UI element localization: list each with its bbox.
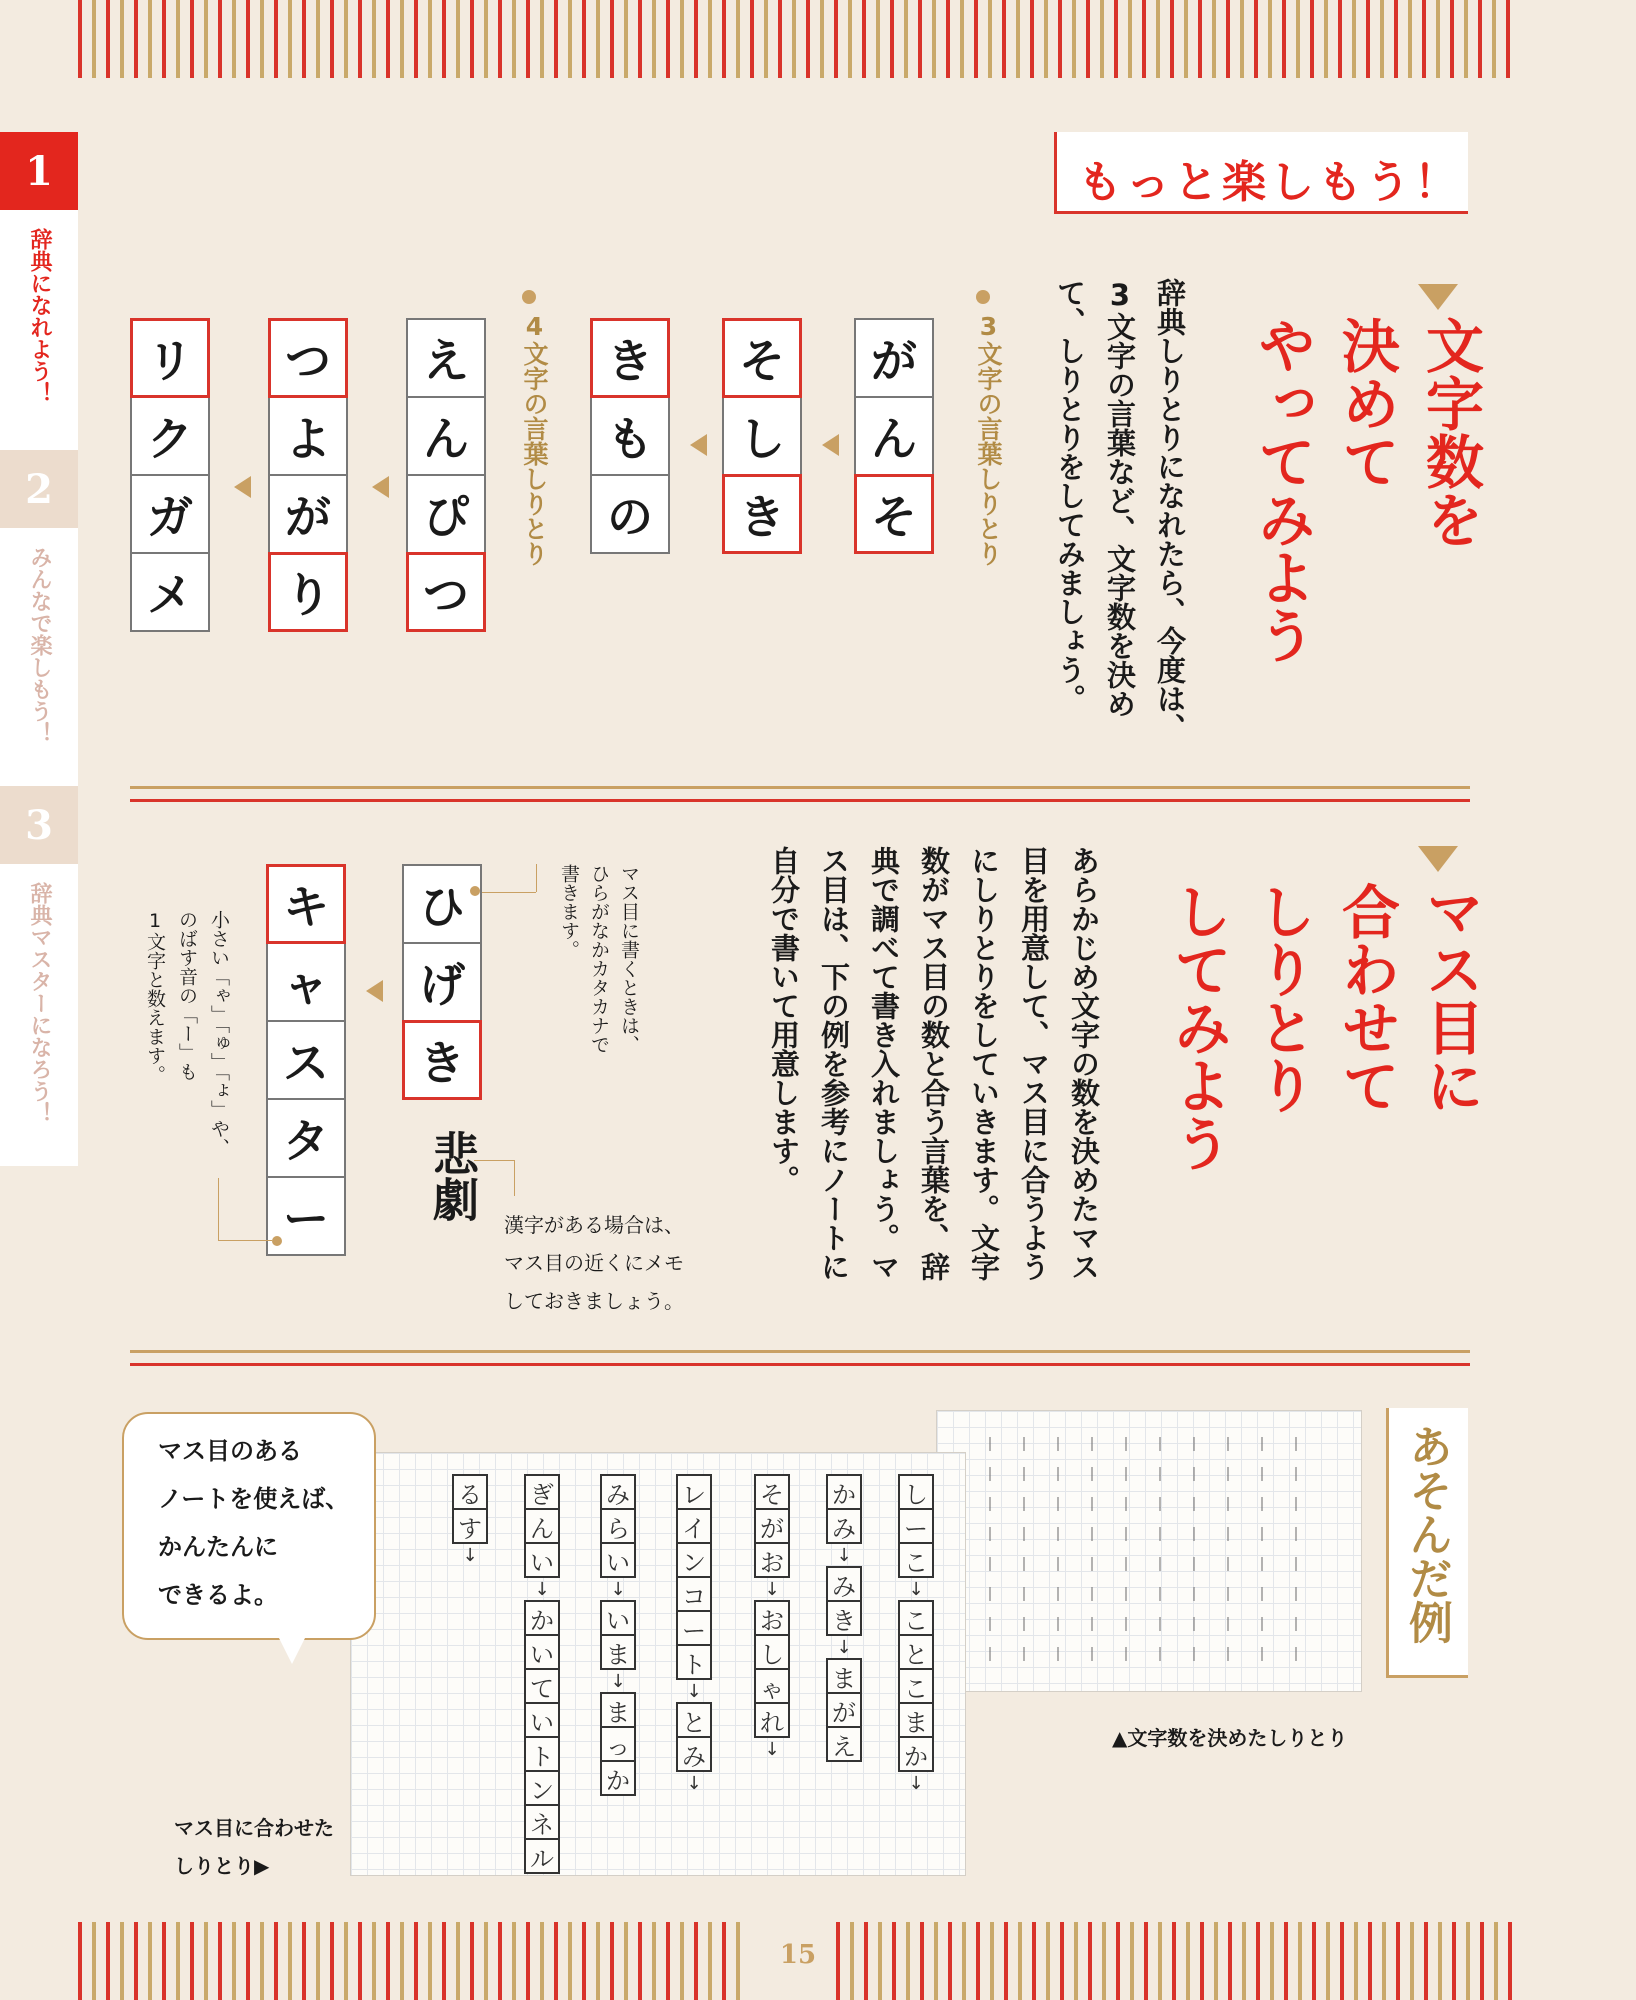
down-arrow-icon: ↓ [836, 1637, 852, 1658]
bullet-4moji [522, 290, 536, 304]
handwritten-char: か [898, 1736, 934, 1772]
word-enpitsu [406, 318, 486, 632]
handwriting-column [826, 1476, 862, 1762]
tab-chapter-1[interactable] [0, 132, 78, 450]
handwritten-char: と [898, 1634, 934, 1670]
handwritten-char: し [898, 1474, 934, 1510]
char-cell: き [402, 1020, 482, 1100]
banner-title: もっと楽しもう！ [1078, 157, 1462, 208]
note-kanji-line2: マス目の近くにメモ [504, 1251, 684, 1275]
handwritten-char: ン [524, 1770, 560, 1806]
handwritten-char: れ [754, 1702, 790, 1738]
leader-line [218, 1240, 272, 1241]
section2-body-line4: 数がマス目の数と合う言葉を、辞 [917, 846, 951, 1281]
bubble-tail [278, 1636, 306, 1664]
handwritten-char: ネ [524, 1804, 560, 1840]
char-cell: げ [402, 942, 482, 1022]
section2-heading-line2: 合わせて [1332, 882, 1400, 1114]
char-cell: き [722, 474, 802, 554]
caption-fixed-length: ▲文字数を決めたしりとり [1112, 1726, 1348, 1750]
section1-heading-line1: 文字数を [1416, 316, 1484, 548]
char-cell: が [268, 474, 348, 554]
down-arrow-icon: ↓ [462, 1545, 478, 1566]
handwritten-char: い [600, 1600, 636, 1636]
handwritten-char: ン [676, 1542, 712, 1578]
char-cell: ひ [402, 864, 482, 944]
handwriting-column [676, 1476, 712, 1796]
handwriting-column [754, 1476, 790, 1762]
note-small-line3: 1文字と数えます。 [144, 910, 166, 1084]
section1-heading-line2: 決めて [1332, 316, 1400, 490]
char-cell: も [590, 396, 670, 476]
arrow-left [822, 434, 839, 456]
down-arrow-icon: ↓ [534, 1579, 550, 1600]
leader-line [536, 864, 537, 892]
handwritten-char: そ [754, 1474, 790, 1510]
down-arrow-icon: ↓ [610, 1579, 626, 1600]
leader-line [474, 1160, 514, 1161]
tab-number: 1 [0, 132, 78, 210]
word-kyasutaa [266, 864, 346, 1256]
char-cell: ス [266, 1020, 346, 1100]
handwritten-char: こ [898, 1542, 934, 1578]
section2-body-line1: あらかじめ文字の数を決めたマス [1067, 846, 1101, 1281]
char-cell: ー [266, 1176, 346, 1256]
bottom-stripes-left [78, 1922, 750, 2000]
note-small-line1: 小さい「ゃ」「ゅ」「ょ」や、 [208, 910, 230, 1157]
handwritten-char: ト [676, 1644, 712, 1680]
word-soshiki [722, 318, 802, 554]
arrow-left [366, 980, 383, 1002]
leader-line [218, 1178, 219, 1240]
handwritten-char: ま [826, 1658, 862, 1694]
down-arrow-icon: ↓ [610, 1671, 626, 1692]
down-arrow-icon: ↓ [686, 1773, 702, 1794]
handwriting-column [452, 1476, 488, 1568]
down-arrow-icon: ↓ [908, 1579, 924, 1600]
handwritten-char: お [754, 1542, 790, 1578]
example-sheet-fixed-length [936, 1410, 1362, 1692]
kanji-memo: 悲劇 [426, 1130, 480, 1222]
tab-label: みんなで楽しもう！ [27, 546, 52, 744]
handwritten-char: か [600, 1760, 636, 1796]
char-cell: ぴ [406, 474, 486, 554]
heading-marker-2 [1418, 846, 1458, 872]
bubble-line3: かんたんに [158, 1533, 278, 1561]
handwritten-char: か [524, 1600, 560, 1636]
handwriting-column [524, 1476, 560, 1874]
example-title: あそんだ例 [1401, 1424, 1452, 1644]
arrow-left [690, 434, 707, 456]
handwritten-char: い [524, 1634, 560, 1670]
handwritten-char: し [754, 1634, 790, 1670]
bottom-stripes-right [836, 1922, 1518, 2000]
char-cell: の [590, 474, 670, 554]
section2-body-line2: 目を用意して、マス目に合うよう [1017, 846, 1051, 1281]
char-cell: が [854, 318, 934, 398]
word-tsuyogari [268, 318, 348, 632]
page-number: 15 [779, 1940, 817, 1970]
char-cell: き [590, 318, 670, 398]
word-kimono [590, 318, 670, 554]
handwritten-char: え [826, 1726, 862, 1762]
handwritten-char: ま [600, 1634, 636, 1670]
handwritten-char: す [452, 1508, 488, 1544]
tab-label: 辞典マスターになろう！ [27, 882, 52, 1124]
tab-label: 辞典になれよう！ [27, 228, 52, 404]
handwritten-char: ま [600, 1692, 636, 1728]
char-cell: し [722, 396, 802, 476]
handwritten-char: レ [676, 1474, 712, 1510]
caption-grid-line2: しりとり▶ [174, 1854, 270, 1878]
handwritten-char: い [524, 1542, 560, 1578]
down-arrow-icon: ↓ [686, 1681, 702, 1702]
note-kanji-line1: 漢字がある場合は、 [504, 1213, 684, 1237]
char-cell: つ [406, 552, 486, 632]
char-cell: ク [130, 396, 210, 476]
word-rikugame [130, 318, 210, 632]
handwritten-char: み [826, 1566, 862, 1602]
handwritten-char: い [600, 1542, 636, 1578]
word-gansou [854, 318, 934, 554]
bullet-3moji [976, 290, 990, 304]
section2-heading-line4: してみよう [1164, 882, 1232, 1172]
down-arrow-icon: ↓ [764, 1579, 780, 1600]
down-arrow-icon: ↓ [764, 1739, 780, 1760]
handwritten-char: み [676, 1736, 712, 1772]
handwritten-char: ー [676, 1610, 712, 1646]
section1-body-line2: 3文字の言葉など、文字数を決め [1103, 278, 1137, 718]
char-cell: よ [268, 396, 348, 476]
char-cell: リ [130, 318, 210, 398]
handwritten-char: ル [524, 1838, 560, 1874]
label-3moji-shiritori: 3文字の言葉しりとり [974, 312, 1003, 566]
section2-body-line3: にしりとりをしていきます。文字 [967, 846, 1001, 1281]
bubble-line2: ノートを使えば、 [158, 1485, 350, 1513]
handwriting-blur [977, 1431, 1327, 1661]
tab-number: 2 [0, 450, 78, 528]
section1-body-line3: て、しりとりをしてみましょう。 [1053, 278, 1087, 713]
arrow-left [372, 476, 389, 498]
handwritten-char: み [600, 1474, 636, 1510]
handwritten-char: イ [676, 1508, 712, 1544]
handwritten-char: ゃ [754, 1668, 790, 1704]
char-cell: え [406, 318, 486, 398]
example-sheet-grid [350, 1452, 966, 1876]
char-cell: つ [268, 318, 348, 398]
char-cell: タ [266, 1098, 346, 1178]
leader-dot [470, 886, 480, 896]
char-cell: メ [130, 552, 210, 632]
section2-body-line6: ス目は、下の例を参考にノートに [817, 846, 851, 1281]
handwritten-char: い [524, 1702, 560, 1738]
char-cell: そ [722, 318, 802, 398]
handwritten-char: る [452, 1474, 488, 1510]
bubble-line4: できるよ。 [158, 1581, 278, 1609]
down-arrow-icon: ↓ [908, 1773, 924, 1794]
note-small-line2: のばす音の「ー」も [176, 910, 198, 1081]
note-kana-line2: ひらがなかカタカナで [588, 864, 610, 1054]
char-cell: ャ [266, 942, 346, 1022]
handwritten-char: き [826, 1600, 862, 1636]
label-4moji-shiritori: 4文字の言葉しりとり [520, 312, 549, 566]
tab-chapter-3[interactable] [0, 786, 78, 1166]
handwritten-char: ぎ [524, 1474, 560, 1510]
note-kana-line3: 書きます。 [558, 864, 580, 959]
arrow-left [234, 476, 251, 498]
section-divider-1 [130, 786, 1470, 802]
handwritten-char: こ [898, 1668, 934, 1704]
handwritten-char: ま [898, 1702, 934, 1738]
bubble-line1: マス目のある [158, 1437, 302, 1465]
section2-heading-line3: しりとり [1248, 882, 1316, 1114]
handwritten-char: と [676, 1702, 712, 1738]
tab-number: 3 [0, 786, 78, 864]
handwritten-char: コ [676, 1576, 712, 1612]
note-kanji-line3: しておきましょう。 [504, 1289, 684, 1313]
top-stripes [78, 0, 1518, 78]
leader-line [476, 892, 536, 893]
leader-line [514, 1160, 515, 1196]
char-cell: キ [266, 864, 346, 944]
speech-bubble [122, 1412, 376, 1640]
section2-body-line7: 自分で書いて用意します。 [767, 846, 801, 1194]
handwritten-char: か [826, 1474, 862, 1510]
section2-body-line5: 典で調べて書き入れましょう。マ [867, 846, 901, 1281]
handwritten-char: て [524, 1668, 560, 1704]
down-arrow-icon: ↓ [836, 1545, 852, 1566]
section1-heading-line3: やってみよう [1248, 316, 1316, 664]
handwriting-column [898, 1476, 934, 1796]
handwritten-char: み [826, 1508, 862, 1544]
handwritten-char: ト [524, 1736, 560, 1772]
char-cell: ガ [130, 474, 210, 554]
handwritten-char: っ [600, 1726, 636, 1762]
note-kana-line1: マス目に書くときは、 [618, 864, 640, 1054]
handwritten-char: こ [898, 1600, 934, 1636]
handwritten-char: ー [898, 1508, 934, 1544]
handwritten-char: が [754, 1508, 790, 1544]
handwritten-char: ら [600, 1508, 636, 1544]
leader-dot [272, 1236, 282, 1246]
section1-body-line1: 辞典しりとりになれたら、今度は、 [1153, 278, 1187, 742]
tab-chapter-2[interactable] [0, 450, 78, 786]
caption-grid-line1: マス目に合わせた [174, 1816, 334, 1840]
heading-marker-1 [1418, 284, 1458, 310]
handwritten-char: が [826, 1692, 862, 1728]
char-cell: り [268, 552, 348, 632]
section2-heading-line1: マス目に [1416, 882, 1484, 1114]
section-divider-2 [130, 1350, 1470, 1366]
char-cell: ん [854, 396, 934, 476]
handwriting-column [600, 1476, 636, 1796]
word-higeki [402, 864, 482, 1100]
char-cell: そ [854, 474, 934, 554]
handwritten-char: お [754, 1600, 790, 1636]
char-cell: ん [406, 396, 486, 476]
handwritten-char: ん [524, 1508, 560, 1544]
